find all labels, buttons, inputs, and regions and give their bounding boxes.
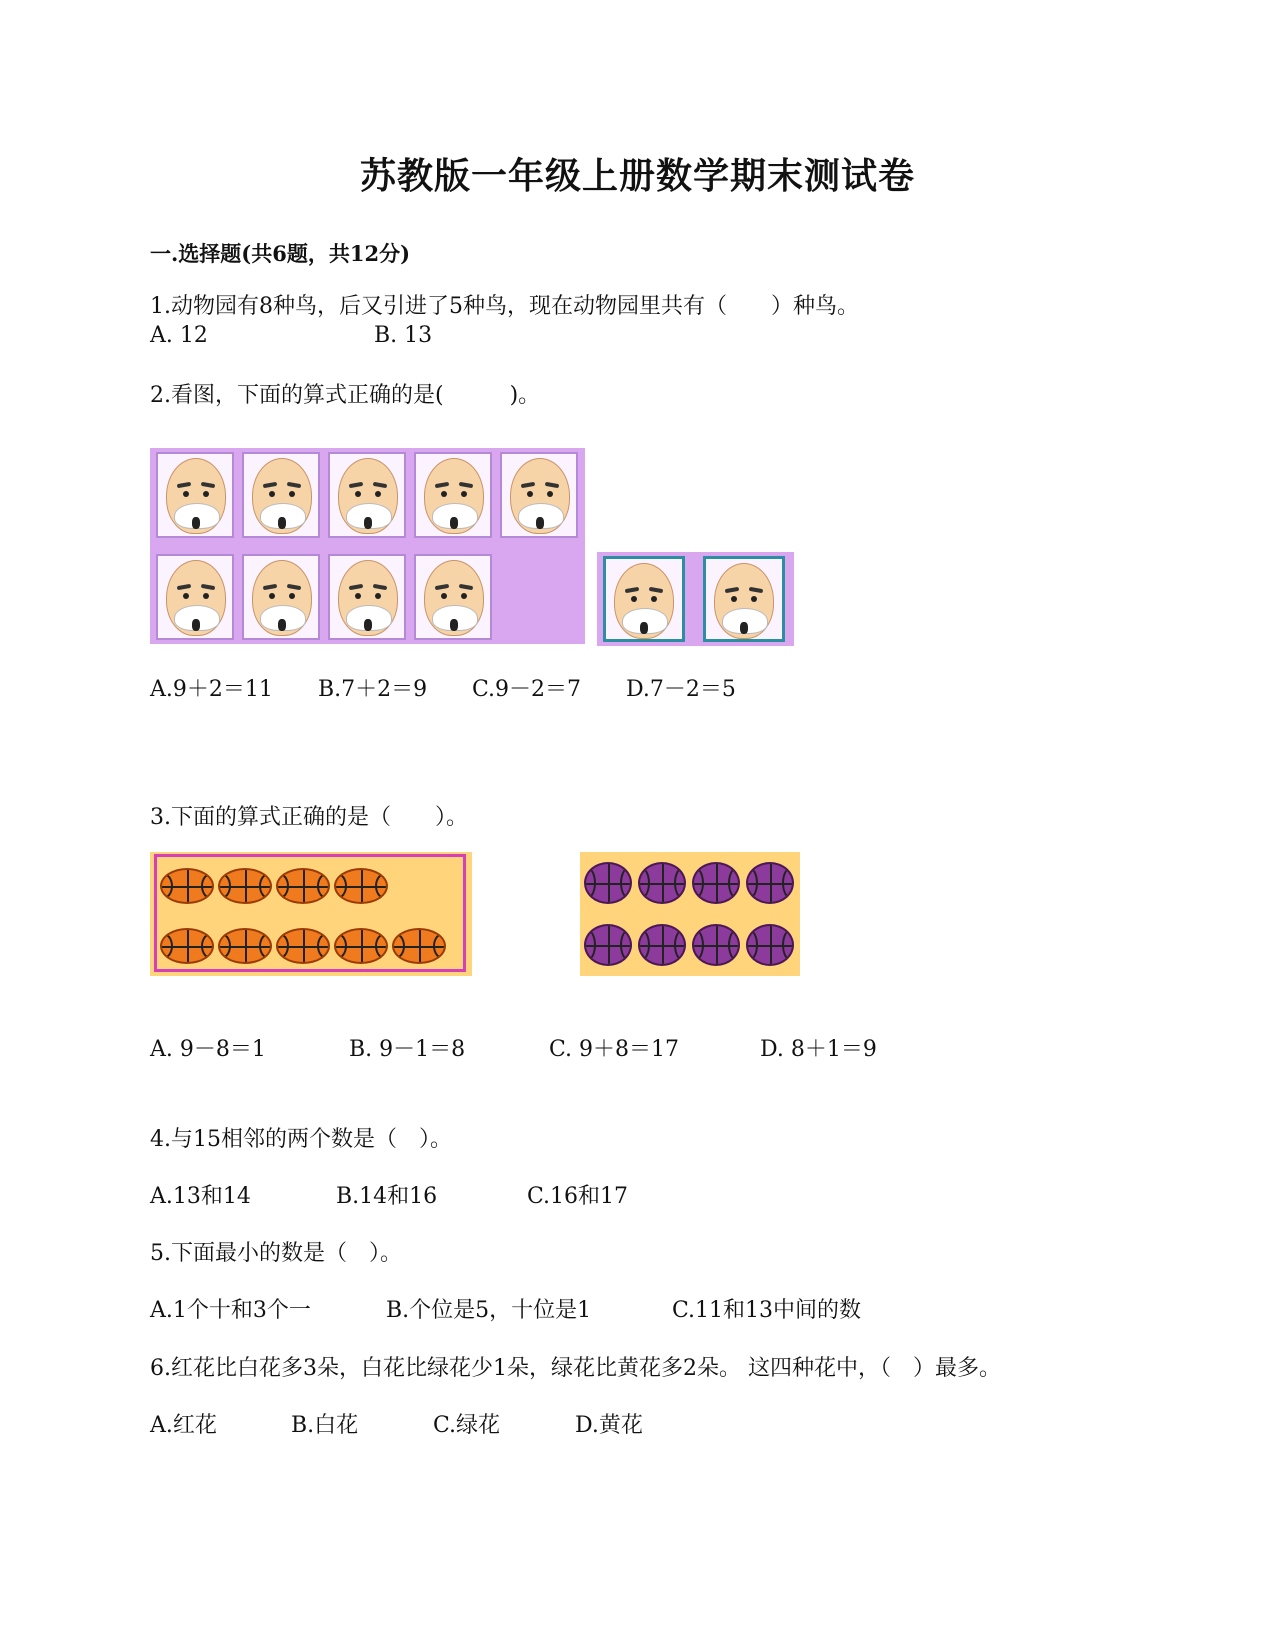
question-3-option-a: A. 9－8＝1 (150, 1037, 266, 1062)
face-tile (603, 556, 685, 642)
purple-basketball-icon (746, 862, 794, 904)
question-6-option-c: C.绿花 (433, 1413, 501, 1438)
orange-basketball-icon (276, 868, 330, 904)
question-3-option-c: C. 9＋8＝17 (549, 1037, 680, 1062)
face-tile (328, 554, 406, 640)
question-2-stem: 2.看图，下面的算式正确的是( )。 (150, 383, 541, 408)
face-tile (703, 556, 785, 642)
question-6-option-d: D.黄花 (575, 1413, 643, 1438)
orange-basketball-icon (160, 928, 214, 964)
question-4-option-b: B.14和16 (336, 1184, 438, 1209)
purple-basketball-icon (692, 924, 740, 966)
face-icon (252, 560, 312, 636)
section-heading: 一.选择题(共6题，共12分) (150, 241, 411, 266)
purple-basketball-icon (692, 862, 740, 904)
question-2-option-b: B.7＋2＝9 (318, 677, 428, 702)
face-group-a-figure (150, 448, 585, 644)
question-5-option-b: B.个位是5，十位是1 (386, 1298, 592, 1323)
purple-basketball-icon (584, 924, 632, 966)
question-4-stem: 4.与15相邻的两个数是（ ）。 (150, 1127, 452, 1152)
face-icon (338, 458, 398, 534)
face-icon (510, 458, 570, 534)
question-6-option-a: A.红花 (150, 1413, 217, 1438)
orange-basketball-icon (160, 868, 214, 904)
purple-balls-figure (580, 852, 800, 976)
face-group-b-figure (597, 552, 794, 646)
purple-basketball-icon (746, 924, 794, 966)
question-5-option-c: C.11和13中间的数 (672, 1298, 862, 1323)
purple-basketball-icon (584, 862, 632, 904)
question-3-stem: 3.下面的算式正确的是（ ）。 (150, 805, 468, 830)
face-icon (166, 458, 226, 534)
face-icon (424, 560, 484, 636)
orange-basketball-icon (276, 928, 330, 964)
face-icon (252, 458, 312, 534)
face-icon (714, 563, 774, 639)
question-6-option-b: B.白花 (291, 1413, 359, 1438)
purple-basketball-icon (638, 924, 686, 966)
question-3-option-b: B. 9－1＝8 (349, 1037, 466, 1062)
face-tile (242, 452, 320, 538)
question-2-option-a: A.9＋2＝11 (150, 677, 273, 702)
face-tile (414, 452, 492, 538)
purple-basketball-icon (638, 862, 686, 904)
face-tile (328, 452, 406, 538)
question-2-option-c: C.9－2＝7 (472, 677, 582, 702)
question-3-option-d: D. 8＋1＝9 (760, 1037, 877, 1062)
face-tile (414, 554, 492, 640)
question-1-stem: 1.动物园有8种鸟，后又引进了5种鸟，现在动物园里共有（ ）种鸟。 (150, 294, 859, 319)
orange-basketball-icon (218, 868, 272, 904)
question-6-stem: 6.红花比白花多3朵，白花比绿花少1朵，绿花比黄花多2朵。 这四种花中，（ ）最多。 (150, 1356, 1001, 1381)
face-icon (338, 560, 398, 636)
question-4-option-c: C.16和17 (527, 1184, 629, 1209)
orange-basketball-icon (392, 928, 446, 964)
question-2-option-d: D.7－2＝5 (626, 677, 736, 702)
face-tile (500, 452, 578, 538)
question-1-option-b: B. 13 (374, 323, 433, 348)
orange-basketball-icon (334, 868, 388, 904)
face-tile (242, 554, 320, 640)
orange-basketball-icon (334, 928, 388, 964)
face-icon (614, 563, 674, 639)
face-tile (156, 452, 234, 538)
face-icon (166, 560, 226, 636)
question-1-option-a: A. 12 (150, 323, 208, 348)
question-5-stem: 5.下面最小的数是（ ）。 (150, 1241, 402, 1266)
face-icon (424, 458, 484, 534)
question-5-option-a: A.1个十和3个一 (150, 1298, 311, 1323)
orange-basketball-icon (218, 928, 272, 964)
face-tile (156, 554, 234, 640)
page-title: 苏教版一年级上册数学期末测试卷 (359, 155, 915, 197)
question-4-option-a: A.13和14 (150, 1184, 251, 1209)
orange-balls-figure (150, 852, 472, 976)
